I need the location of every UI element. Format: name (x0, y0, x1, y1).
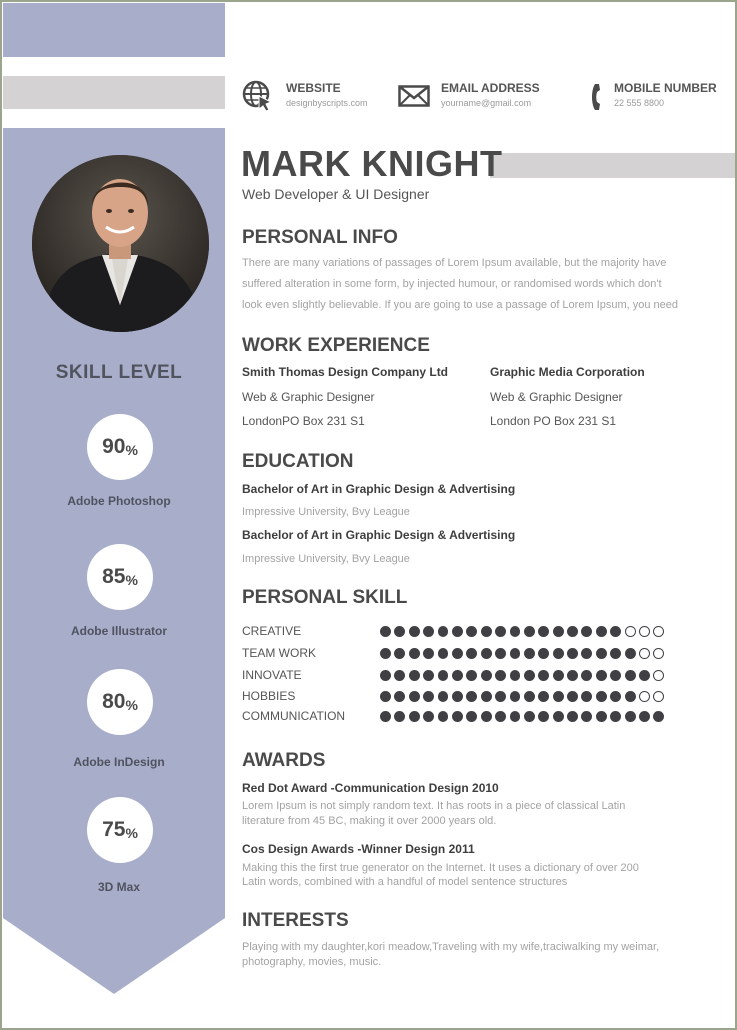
award-name: Cos Design Awards -Winner Design 2011 (242, 842, 475, 856)
rating-dot-filled (538, 626, 549, 637)
rating-dot-filled (596, 648, 607, 659)
award-description-line: Making this the first true generator on the Internet. It uses a dictionary of over 200 (242, 862, 639, 874)
rating-dot-empty (639, 691, 650, 702)
section-title-awards: AWARDS (242, 750, 326, 771)
sidebar-top-block (3, 3, 225, 57)
rating-dot-empty (625, 626, 636, 637)
rating-dot-filled (423, 648, 434, 659)
skill-percent-badge (87, 544, 153, 610)
contact-label: MOBILE NUMBER (614, 81, 717, 95)
rating-dot-filled (481, 648, 492, 659)
education-degree: Bachelor of Art in Graphic Design & Advertising (242, 528, 516, 542)
name-accent-band (490, 153, 735, 178)
rating-dot-filled (481, 626, 492, 637)
rating-dot-filled (538, 691, 549, 702)
rating-dot-filled (596, 711, 607, 722)
rating-dot-filled (423, 691, 434, 702)
contact-email (398, 80, 558, 116)
section-title-work-experience: WORK EXPERIENCE (242, 335, 430, 356)
rating-dot-empty (653, 691, 664, 702)
rating-dot-filled (409, 670, 420, 681)
rating-dot-filled (409, 711, 420, 722)
rating-dot-filled (524, 648, 535, 659)
rating-dot-filled (409, 648, 420, 659)
sidebar-gray-band (3, 76, 225, 109)
full-name: MARK KNIGHT (241, 143, 503, 184)
rating-dot-filled (596, 626, 607, 637)
rating-dot-filled (625, 670, 636, 681)
personal-skill-label: INNOVATE (242, 668, 302, 682)
rating-dot-filled (394, 711, 405, 722)
rating-dot-empty (653, 670, 664, 681)
personal-info-line: look even slightly believable. If you are going to use a passage of Lorem Ipsum, you need (242, 299, 678, 311)
job-address: LondonPO Box 231 S1 (242, 414, 365, 428)
interests-line: photography, movies, music. (242, 956, 382, 968)
award-description-line: Lorem Ipsum is not simply random text. It has roots in a piece of classical Latin (242, 800, 626, 812)
rating-dot-filled (409, 626, 420, 637)
rating-dot-filled (495, 648, 506, 659)
rating-dot-filled (481, 670, 492, 681)
job-title: Web Developer & UI Designer (242, 186, 430, 202)
rating-dot-filled (553, 691, 564, 702)
rating-dot-filled (610, 691, 621, 702)
section-title-personal-info: PERSONAL INFO (242, 227, 398, 248)
rating-dot-filled (510, 648, 521, 659)
rating-dot-filled (394, 670, 405, 681)
education-school: Impressive University, Bvy League (242, 506, 410, 518)
rating-dot-filled (380, 711, 391, 722)
contact-value[interactable]: 22 555 8800 (614, 98, 665, 108)
skill-percent-badge (87, 797, 153, 863)
job-role: Web & Graphic Designer (490, 390, 623, 404)
rating-dot-filled (380, 691, 391, 702)
rating-dot-filled (510, 691, 521, 702)
section-title-education: EDUCATION (242, 451, 354, 472)
rating-dot-filled (553, 670, 564, 681)
rating-dot-filled (625, 711, 636, 722)
job-company: Graphic Media Corporation (490, 365, 645, 379)
contact-website (242, 80, 392, 116)
rating-dot-empty (653, 626, 664, 637)
personal-skill-rating (380, 626, 664, 637)
rating-dot-filled (394, 626, 405, 637)
rating-dot-filled (380, 626, 391, 637)
rating-dot-filled (538, 648, 549, 659)
rating-dot-filled (423, 670, 434, 681)
phone-icon (590, 82, 608, 112)
profile-photo (32, 155, 209, 332)
personal-skill-label: COMMUNICATION (242, 709, 346, 723)
rating-dot-filled (438, 648, 449, 659)
rating-dot-filled (380, 648, 391, 659)
rating-dot-filled (438, 691, 449, 702)
rating-dot-filled (596, 691, 607, 702)
envelope-icon (398, 85, 430, 107)
award-description-line: literature from 45 BC, making it over 2000 years old. (242, 815, 497, 827)
contact-value[interactable]: yourname@gmail.com (441, 98, 532, 108)
rating-dot-filled (639, 711, 650, 722)
award-name: Red Dot Award -Communication Design 2010 (242, 781, 499, 795)
rating-dot-empty (639, 648, 650, 659)
personal-skill-label: TEAM WORK (242, 646, 316, 660)
education-school: Impressive University, Bvy League (242, 553, 410, 565)
rating-dot-filled (495, 691, 506, 702)
skill-percent-unit: % (125, 441, 138, 458)
rating-dot-filled (452, 648, 463, 659)
skill-percent-value: 85 (102, 565, 126, 588)
personal-skill-rating (380, 670, 664, 681)
rating-dot-filled (625, 691, 636, 702)
rating-dot-filled (596, 670, 607, 681)
rating-dot-filled (423, 711, 434, 722)
rating-dot-filled (610, 670, 621, 681)
contact-label: WEBSITE (286, 81, 341, 95)
rating-dot-empty (653, 648, 664, 659)
rating-dot-filled (610, 648, 621, 659)
rating-dot-filled (524, 626, 535, 637)
skill-percent-unit: % (125, 571, 138, 588)
rating-dot-filled (538, 670, 549, 681)
rating-dot-filled (581, 670, 592, 681)
skill-percent-value: 90 (102, 435, 126, 458)
skill-percent-unit: % (125, 696, 138, 713)
education-degree: Bachelor of Art in Graphic Design & Advertising (242, 482, 516, 496)
rating-dot-filled (524, 711, 535, 722)
personal-info-line: suffered alteration in some form, by injected humour, or randomised words which don't (242, 278, 662, 290)
rating-dot-filled (466, 711, 477, 722)
rating-dot-filled (625, 648, 636, 659)
award-description-line: Latin words, combined with a handful of model sentence structures (242, 876, 568, 888)
skill-name: Adobe InDesign (73, 755, 165, 769)
rating-dot-filled (452, 670, 463, 681)
personal-skill-rating (380, 648, 664, 659)
skill-percent-badge (87, 669, 153, 735)
rating-dot-filled (553, 626, 564, 637)
rating-dot-filled (452, 711, 463, 722)
rating-dot-filled (610, 626, 621, 637)
rating-dot-filled (466, 670, 477, 681)
rating-dot-filled (510, 626, 521, 637)
rating-dot-filled (495, 711, 506, 722)
rating-dot-filled (538, 711, 549, 722)
rating-dot-filled (394, 648, 405, 659)
rating-dot-filled (567, 691, 578, 702)
contact-phone (590, 80, 730, 116)
rating-dot-filled (481, 691, 492, 702)
personal-skill-rating (380, 691, 664, 702)
rating-dot-filled (553, 648, 564, 659)
skill-name: 3D Max (97, 880, 141, 894)
rating-dot-filled (394, 691, 405, 702)
interests-line: Playing with my daughter,kori meadow,Traveling with my wife,traciwalking my weimar, (242, 941, 660, 953)
rating-dot-filled (524, 691, 535, 702)
contact-value[interactable]: designbyscripts.com (286, 98, 368, 108)
rating-dot-filled (466, 691, 477, 702)
rating-dot-filled (510, 711, 521, 722)
globe-cursor-icon (242, 80, 274, 112)
rating-dot-filled (423, 626, 434, 637)
skill-percent-unit: % (125, 824, 138, 841)
rating-dot-filled (495, 670, 506, 681)
rating-dot-filled (452, 691, 463, 702)
skill-percent-value: 75 (102, 818, 126, 841)
rating-dot-filled (524, 670, 535, 681)
job-company: Smith Thomas Design Company Ltd (242, 365, 449, 379)
section-title-interests: INTERESTS (242, 910, 349, 931)
rating-dot-filled (438, 626, 449, 637)
personal-skill-label: CREATIVE (242, 624, 302, 638)
rating-dot-filled (567, 626, 578, 637)
rating-dot-filled (581, 691, 592, 702)
rating-dot-filled (481, 711, 492, 722)
rating-dot-filled (553, 711, 564, 722)
rating-dot-filled (567, 648, 578, 659)
rating-dot-empty (639, 626, 650, 637)
rating-dot-filled (438, 670, 449, 681)
personal-skill-rating (380, 711, 664, 722)
rating-dot-filled (567, 670, 578, 681)
rating-dot-filled (409, 691, 420, 702)
rating-dot-filled (581, 648, 592, 659)
skill-level-title: SKILL LEVEL (55, 362, 183, 383)
rating-dot-filled (639, 670, 650, 681)
job-role: Web & Graphic Designer (242, 390, 375, 404)
skill-percent-badge (87, 414, 153, 480)
rating-dot-filled (510, 670, 521, 681)
rating-dot-filled (438, 711, 449, 722)
skill-name: Adobe Photoshop (67, 494, 171, 508)
section-title-personal-skill: PERSONAL SKILL (242, 587, 408, 608)
rating-dot-filled (495, 626, 506, 637)
rating-dot-filled (581, 711, 592, 722)
skill-percent-value: 80 (102, 690, 126, 713)
rating-dot-filled (581, 626, 592, 637)
personal-skill-label: HOBBIES (242, 689, 296, 703)
rating-dot-filled (452, 626, 463, 637)
skill-name: Adobe Illustrator (70, 624, 167, 638)
rating-dot-filled (567, 711, 578, 722)
rating-dot-filled (466, 626, 477, 637)
personal-info-line: There are many variations of passages of Lorem Ipsum available, but the majority have (242, 257, 667, 269)
contact-label: EMAIL ADDRESS (441, 81, 540, 95)
rating-dot-filled (653, 711, 664, 722)
job-address: London PO Box 231 S1 (490, 414, 617, 428)
rating-dot-filled (380, 670, 391, 681)
rating-dot-filled (466, 648, 477, 659)
rating-dot-filled (610, 711, 621, 722)
